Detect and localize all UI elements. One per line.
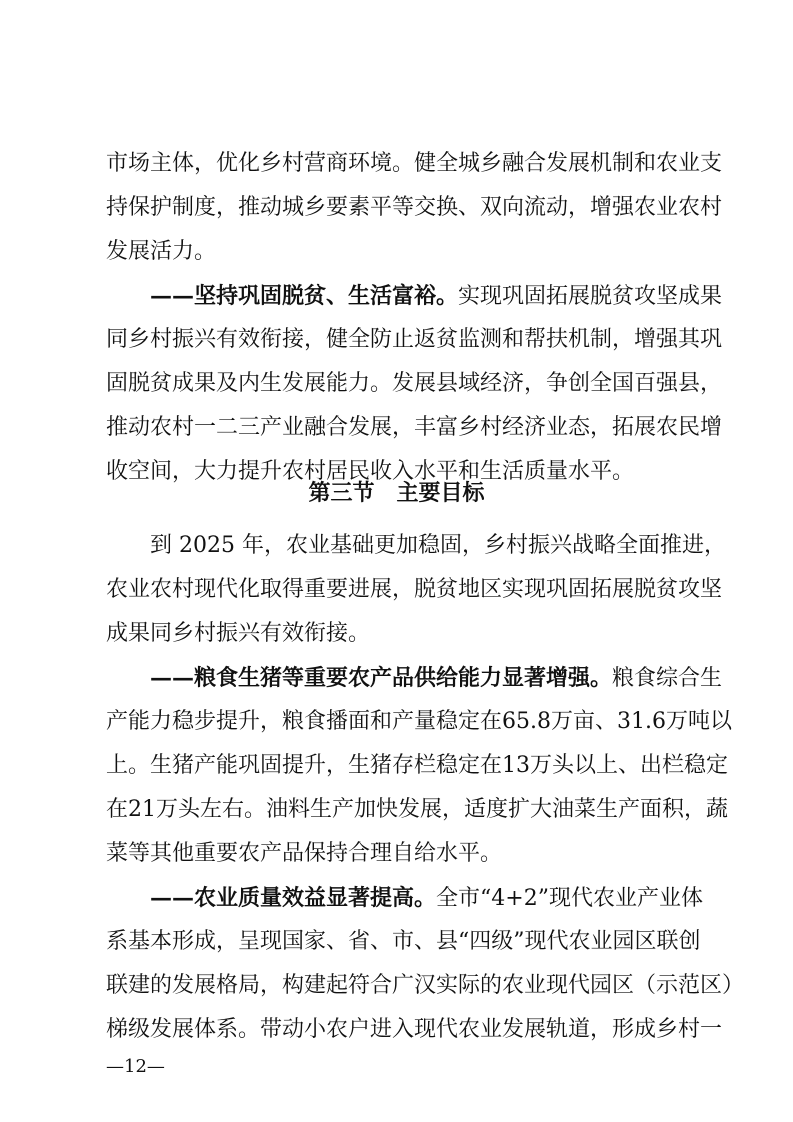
para1-line3: 发展活力。 — [106, 239, 217, 264]
para5-line4: 梯级发展体系。带动小农户进入现代农业发展轨道，形成乡村一 — [106, 1017, 723, 1042]
para2-line4: 推动农村一二三产业融合发展，丰富乡村经济业态，拓展农民增 — [106, 415, 723, 440]
para2-line3: 固脱贫成果及内生发展能力。发展县域经济，争创全国百强县， — [106, 371, 723, 396]
para5-line3: 联建的发展格局，构建起符合广汉实际的农业现代园区（示范区） — [106, 973, 745, 998]
para2-line5: 收空间，大力提升农村居民收入水平和生活质量水平。 — [106, 459, 635, 484]
para4-lead: ——粮食生猪等重要农产品供给能力显著增强。 — [150, 665, 613, 691]
para4-line2: 产能力稳步提升，粮食播面和产量稳定在65.8万亩、31.6万吨以 — [106, 709, 732, 734]
para5-lead: ——农业质量效益显著提高。 — [150, 885, 437, 911]
page-number: —12— — [106, 1056, 165, 1077]
para4-line1-rest: 粮食综合生 — [612, 666, 723, 691]
section-heading: 第三节 主要目标 — [308, 481, 485, 506]
para5-line1 — [150, 880, 703, 917]
para5-line1-rest: 全市“4+2”现代农业产业体 — [436, 886, 703, 911]
para1-line2: 持保护制度，推动城乡要素平等交换、双向流动，增强农业农村 — [106, 195, 723, 220]
para3-line1: 到 2025 年，农业基础更加稳固，乡村振兴战略全面推进， — [150, 533, 726, 558]
para3-line2: 农业农村现代化取得重要进展，脱贫地区实现巩固拓展脱贫攻坚 — [106, 577, 723, 602]
para4-line1 — [150, 660, 723, 697]
para5-line2: 系基本形成，呈现国家、省、市、县“四级”现代农业园区联创 — [106, 929, 701, 954]
para1-line1: 市场主体，优化乡村营商环境。健全城乡融合发展机制和农业支 — [106, 151, 723, 176]
para4-line4: 在21万头左右。油料生产加快发展，适度扩大油菜生产面积，蔬 — [106, 797, 728, 822]
para4-line5: 菜等其他重要农产品保持合理自给水平。 — [106, 841, 503, 866]
para2-lead: ——坚持巩固脱贫、生活富裕。 — [150, 283, 459, 309]
para2-line1-rest: 实现巩固拓展脱贫攻坚成果 — [458, 284, 723, 309]
para2-line2: 同乡村振兴有效衔接，健全防止返贫监测和帮扶机制，增强其巩 — [106, 327, 723, 352]
para2-line1 — [150, 278, 723, 315]
para4-line3: 上。生猪产能巩固提升，生猪存栏稳定在13万头以上、出栏稳定 — [106, 753, 728, 778]
para3-line3: 成果同乡村振兴有效衔接。 — [106, 621, 371, 646]
